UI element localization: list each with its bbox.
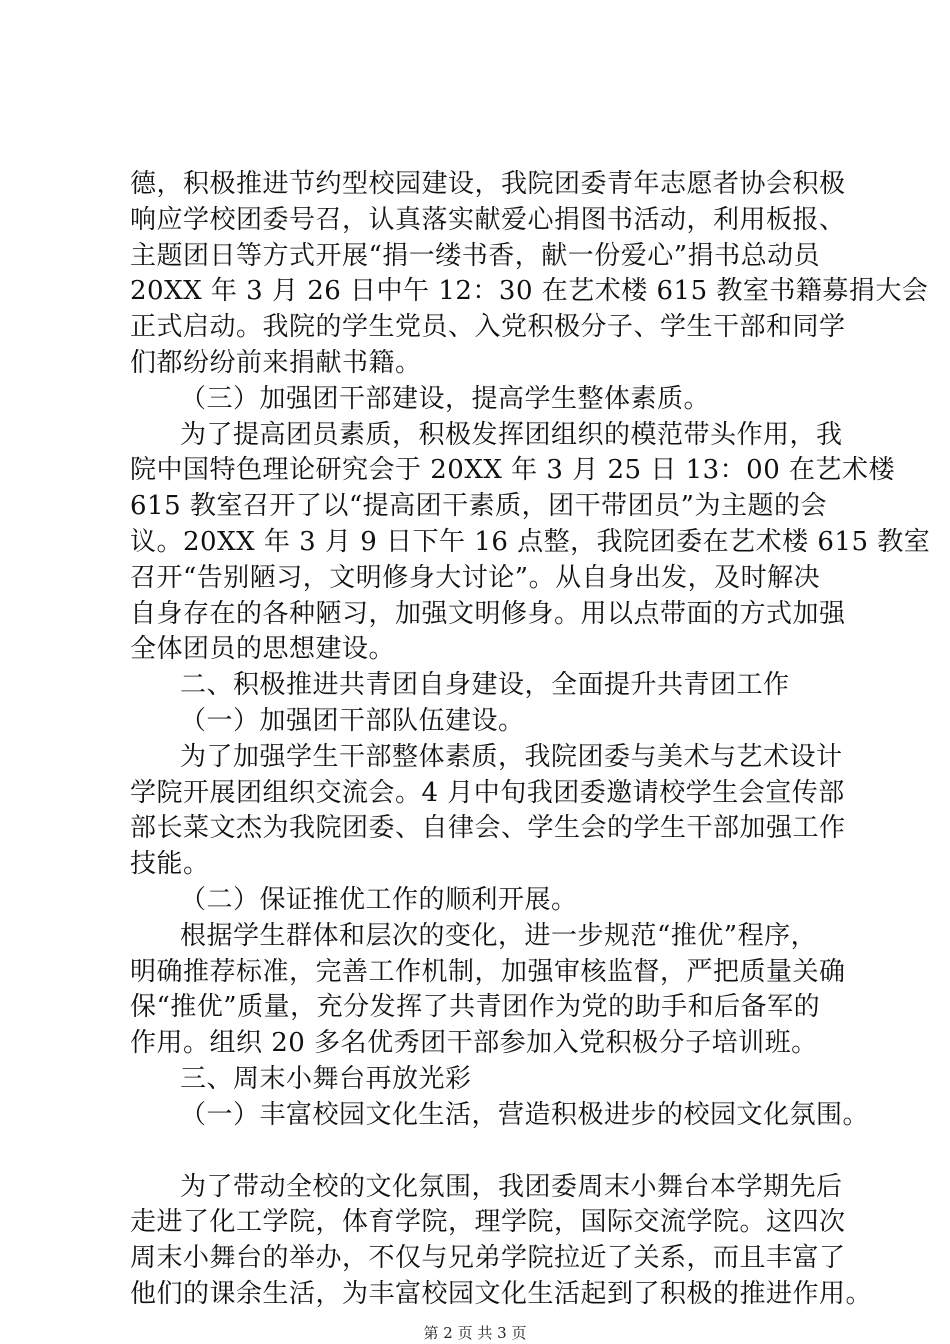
section-heading: （一）加强团干部队伍建设。 [180, 706, 525, 736]
body-line: 正式启动。我院的学生党员、入党积极分子、学生干部和同学 [130, 312, 846, 342]
body-line: 周末小舞台的举办，不仅与兄弟学院拉近了关系，而且丰富了 [130, 1243, 846, 1273]
section-heading: （三）加强团干部建设，提高学生整体素质。 [180, 384, 711, 414]
body-line: 他们的课余生活，为丰富校园文化生活起到了积极的推进作用。 [130, 1279, 873, 1309]
body-line: 自身存在的各种陋习，加强文明修身。用以点带面的方式加强 [130, 599, 846, 629]
body-line: 院中国特色理论研究会于 20XX 年 3 月 25 日 13：00 在艺术楼 [130, 455, 896, 485]
section-heading: 二、积极推进共青团自身建设，全面提升共青团工作 [180, 670, 790, 700]
body-line: 根据学生群体和层次的变化，进一步规范“推优”程序， [180, 921, 818, 951]
body-line: 学院开展团组织交流会。4 月中旬我团委邀请校学生会宣传部 [130, 778, 845, 808]
section-heading: （二）保证推优工作的顺利开展。 [180, 885, 578, 915]
body-line: 全体团员的思想建设。 [130, 634, 396, 664]
body-line: 为了带动全校的文化氛围，我团委周末小舞台本学期先后 [180, 1172, 843, 1202]
body-line: 部长菜文杰为我院团委、自律会、学生会的学生干部加强工作 [130, 813, 846, 843]
body-line: 20XX 年 3 月 26 日中午 12：30 在艺术楼 615 教室书籍募捐大会 [130, 276, 929, 306]
body-line: 为了提高团员素质，积极发挥团组织的模范带头作用，我 [180, 420, 843, 450]
body-line: 保“推优”质量，充分发挥了共青团作为党的助手和后备军的 [130, 992, 821, 1022]
body-line: 召开“告别陋习，文明修身大讨论”。从自身出发，及时解决 [130, 563, 821, 593]
body-line: 为了加强学生干部整体素质，我院团委与美术与艺术设计 [180, 742, 843, 772]
body-line: 德，积极推进节约型校园建设，我院团委青年志愿者协会积极 [130, 169, 846, 199]
body-line: 615 教室召开了以“提高团干素质，团干带团员”为主题的会 [130, 491, 827, 521]
body-line: 技能。 [130, 849, 210, 879]
body-line: 议。20XX 年 3 月 9 日下午 16 点整，我院团委在艺术楼 615 教室 [130, 527, 931, 557]
body-line: 走进了化工学院，体育学院，理学院，国际交流学院。这四次 [130, 1207, 846, 1237]
body-line: 响应学校团委号召，认真落实献爱心捐图书活动，利用板报、 [130, 205, 846, 235]
section-heading: 三、周末小舞台再放光彩 [180, 1064, 472, 1094]
body-line: 作用。组织 20 多名优秀团干部参加入党积极分子培训班。 [130, 1028, 818, 1058]
page-footer: 第 2 页 共 3 页 [423, 1324, 527, 1342]
section-heading: （一）丰富校园文化生活，营造积极进步的校园文化氛围。 [180, 1100, 870, 1130]
body-line: 主题团日等方式开展“捐一缕书香，献一份爱心”捐书总动员 [130, 241, 821, 271]
body-line: 明确推荐标准，完善工作机制，加强审核监督，严把质量关确 [130, 957, 846, 987]
body-line: 们都纷纷前来捐献书籍。 [130, 348, 422, 378]
